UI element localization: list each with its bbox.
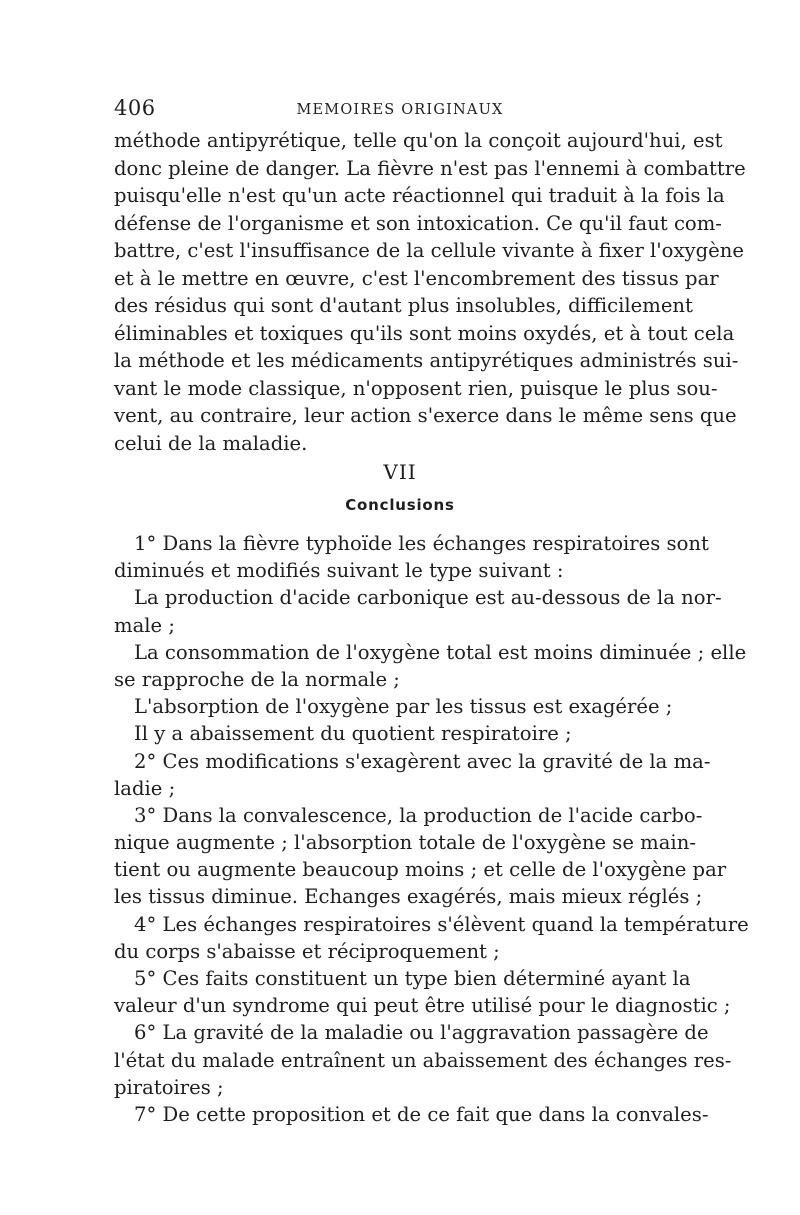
text-line: éliminables et toxiques qu'ils sont moins oxydés, et à tout cela (114, 321, 735, 345)
text-line: l'état du malade entraînent un abaissement des échanges res- (114, 1048, 732, 1072)
text-line: et à le mettre en œuvre, c'est l'encombrement des tissus par (114, 266, 719, 290)
text-line: du corps s'abaisse et réciproquement ; (114, 939, 500, 963)
text-line: 5° Ces faits constituent un type bien déterminé ayant la (134, 967, 691, 990)
text-line: La production d'acide carbonique est au-dessous de la nor- (134, 586, 722, 610)
text-line: vant le mode classique, n'opposent rien, puisque le plus sou- (114, 376, 718, 400)
section-number: VII (383, 460, 417, 484)
text-line: nique augmente ; l'absorption totale de l'oxygène se main- (114, 831, 696, 855)
text-line: méthode antipyrétique, telle qu'on la conçoit aujourd'hui, est (114, 129, 723, 152)
text-line: celui de la maladie. (114, 431, 308, 455)
text-line: 4° Les échanges respiratoires s'élèvent quand la température (134, 912, 749, 936)
text-line: vent, au contraire, leur action s'exerce dans le même sens que (114, 404, 737, 427)
text-line: ladie ; (114, 776, 176, 800)
section-title: Conclusions (345, 496, 455, 514)
text-line: donc pleine de danger. La fièvre n'est pas l'ennemi à combattre (114, 156, 746, 180)
page-number: 406 (114, 96, 156, 120)
text-line: 6° La gravité de la maladie ou l'aggravation passagère de (134, 1021, 709, 1045)
text-line: male ; (114, 613, 175, 637)
text-line: valeur d'un syndrome qui peut être utilisé pour le diagnostic ; (114, 994, 731, 1018)
text-line: 3° Dans la convalescence, la production de l'acide carbo- (134, 803, 703, 827)
intro-paragraph (114, 127, 746, 457)
page-header (114, 96, 686, 126)
text-line: la méthode et les médicaments antipyrétiques administrés sui- (114, 349, 739, 372)
text-line: battre, c'est l'insuffisance de la cellule vivante à fixer l'oxygène (114, 239, 744, 262)
text-line: piratoires ; (114, 1075, 224, 1099)
text-line: L'absorption de l'oxygène par les tissus est exagérée ; (134, 695, 673, 719)
text-line: diminués et modifiés suivant le type suivant : (114, 559, 564, 583)
text-line: se rapproche de la normale ; (114, 667, 400, 691)
text-line: puisqu'elle n'est qu'un acte réactionnel qui traduit à la fois la (114, 184, 725, 207)
conclusions-list (114, 530, 749, 1128)
text-line: tient ou augmente beaucoup moins ; et celle de l'oxygène par (114, 858, 727, 882)
text-line: des résidus qui sont d'autant plus insolubles, difficilement (114, 294, 693, 317)
text-line: défense de l'organisme et son intoxication. Ce qu'il faut com- (114, 211, 722, 235)
text-line: les tissus diminue. Echanges exagérés, mais mieux réglés ; (114, 885, 703, 909)
running-title: MEMOIRES ORIGINAUX (296, 102, 504, 118)
text-line: Il y a abaissement du quotient respiratoire ; (134, 722, 572, 746)
text-line: La consommation de l'oxygène total est moins diminuée ; elle (134, 640, 747, 664)
text-line: 2° Ces modifications s'exagèrent avec la gravité de la ma- (134, 749, 711, 773)
text-line: 1° Dans la fièvre typhoïde les échanges respiratoires sont (134, 532, 709, 555)
text-line: 7° De cette proposition et de ce fait que dans la convales- (134, 1102, 709, 1126)
